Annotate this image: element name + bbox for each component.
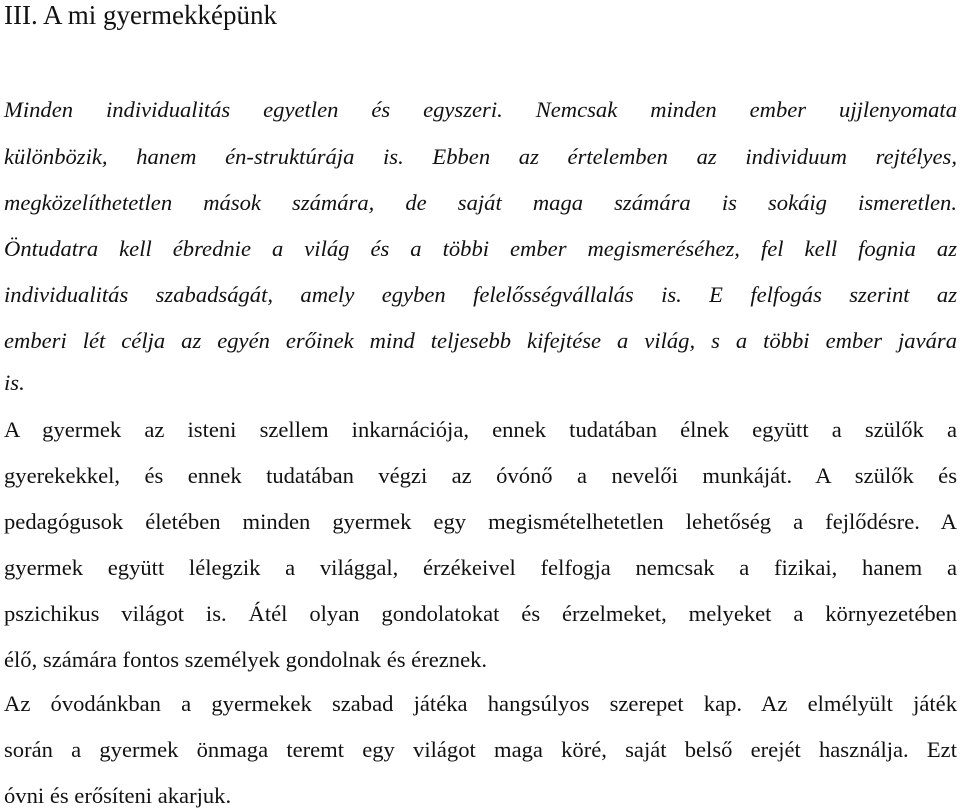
section-heading: III. A mi gyermekképünk — [4, 0, 277, 30]
text-line: óvni és erősíteni akarjuk. — [4, 783, 232, 808]
text-line: A gyermek az isteni szellem inkarnációja, ennek tudatában élnek együtt a szülők a — [4, 417, 957, 442]
text-line: gyerekekkel, és ennek tudatában végzi az óvónő a nevelői munkáját. A szülők és — [4, 463, 957, 488]
text-line: élő, számára fontos személyek gondolnak és éreznek. — [4, 647, 488, 672]
text-line: emberi lét célja az egyén erőinek mind teljesebb kifejtése a világ, s a többi ember javára — [4, 328, 957, 353]
text-line: Az óvodánkban a gyermekek szabad játéka hangsúlyos szerepet kap. Az elmélyült játék — [4, 691, 957, 716]
text-line: pedagógusok életében minden gyermek egy megismételhetetlen lehetőség a fejlődésre. A — [4, 509, 957, 534]
text-line: Minden individualitás egyetlen és egyszeri. Nemcsak minden ember ujjlenyomata — [4, 97, 957, 122]
text-line: megközelíthetetlen mások számára, de saját maga számára is sokáig ismeretlen. — [4, 190, 957, 215]
text-line: során a gyermek önmaga teremt egy világot maga köré, saját belső erejét használja. Ezt — [4, 737, 957, 762]
text-line: individualitás szabadságát, amely egyben felelősségvállalás is. E felfogás szerint az — [4, 282, 957, 307]
text-line: Öntudatra kell ébrednie a világ és a többi ember megismeréséhez, fel kell fognia az — [4, 236, 957, 261]
text-line: is. — [4, 370, 25, 395]
text-line: gyermek együtt lélegzik a világgal, érzékeivel felfogja nemcsak a fizikai, hanem a — [4, 555, 957, 580]
text-line: különbözik, hanem én-struktúrája is. Ebben az értelemben az individuum rejtélyes, — [4, 144, 957, 169]
text-line: pszichikus világot is. Átél olyan gondolatokat és érzelmeket, melyeket a környezetében — [4, 601, 957, 626]
